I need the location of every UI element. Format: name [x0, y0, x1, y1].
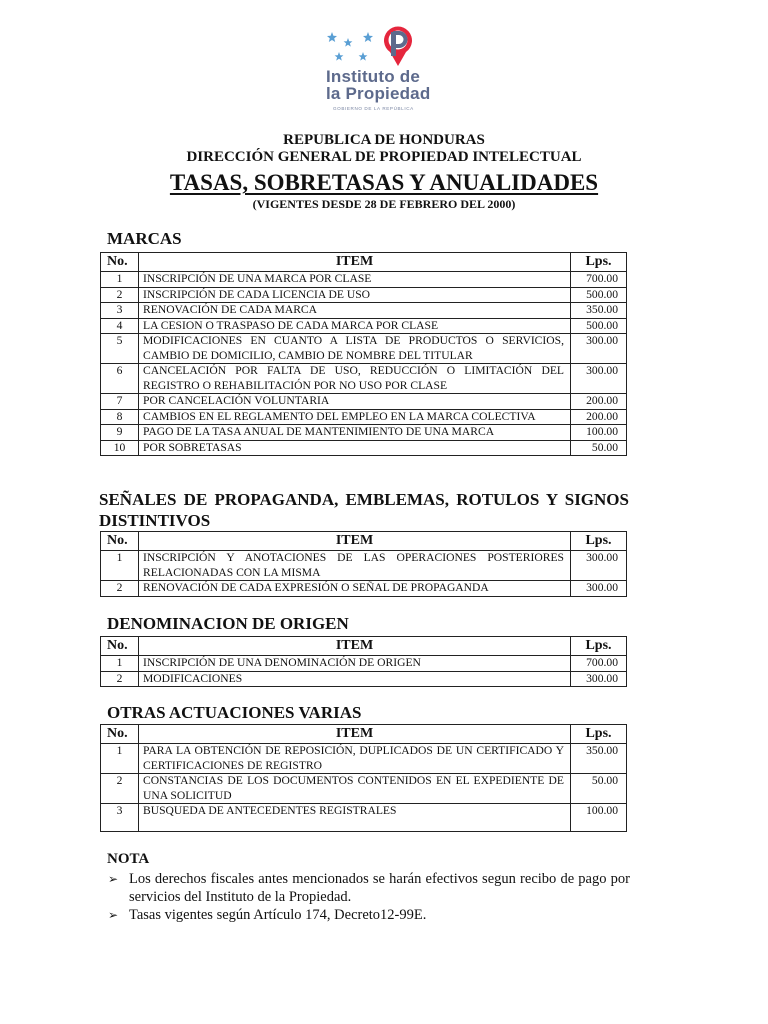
cell-lps: 350.00: [571, 303, 627, 319]
table-row: [101, 334, 627, 364]
cell-item: POR SOBRETASAS: [139, 440, 571, 456]
nota-title: NOTA: [107, 851, 150, 867]
nota-list: [108, 870, 630, 924]
logo-mark-icon: [318, 22, 448, 72]
arrow-bullet-icon: ➢: [108, 872, 119, 886]
cell-no: 1: [101, 551, 139, 581]
cell-lps: 50.00: [571, 774, 627, 804]
cell-item: RENOVACIÓN DE CADA EXPRESIÓN O SEÑAL DE PROPAGANDA: [139, 581, 571, 597]
cell-item: INSCRIPCIÓN Y ANOTACIONES DE LAS OPERACIONES POSTERIORES RELACIONADAS CON LA MISMA: [139, 551, 571, 581]
column-header-item: ITEM: [139, 725, 571, 744]
cell-item: PAGO DE LA TASA ANUAL DE MANTENIMIENTO DE UNA MARCA: [139, 425, 571, 441]
cell-no: 10: [101, 440, 139, 456]
table-row: [101, 287, 627, 303]
cell-lps: 500.00: [571, 318, 627, 334]
cell-lps: 350.00: [571, 744, 627, 774]
cell-no: 2: [101, 671, 139, 687]
cell-item: MODIFICACIONES EN CUANTO A LISTA DE PRODUCTOS O SERVICIOS, CAMBIO DE DOMICILIO, CAMBIO DE NOMBRE DEL TITULAR: [139, 334, 571, 364]
cell-lps: 300.00: [571, 551, 627, 581]
column-header-item: ITEM: [139, 532, 571, 551]
cell-no: 5: [101, 334, 139, 364]
list-item: [108, 906, 630, 924]
table-row: [101, 303, 627, 319]
table-row: [101, 551, 627, 581]
cell-lps: 100.00: [571, 804, 627, 832]
table-row: [101, 774, 627, 804]
cell-no: 1: [101, 656, 139, 672]
nota-text: Tasas vigentes según Artículo 174, Decreto12-99E.: [129, 907, 427, 923]
cell-no: 2: [101, 774, 139, 804]
table-row: [101, 409, 627, 425]
section-title-otras: OTRAS ACTUACIONES VARIAS: [107, 703, 362, 722]
column-header-lps: Lps.: [571, 253, 627, 272]
table-header-row: [101, 532, 627, 551]
logo-text-line2: la Propiedad: [326, 84, 431, 103]
table-senales: [100, 531, 627, 597]
table-header-row: [101, 253, 627, 272]
document-subtitle: (VIGENTES DESDE 28 DE FEBRERO DEL 2000): [252, 197, 516, 211]
cell-lps: 300.00: [571, 671, 627, 687]
cell-lps: 200.00: [571, 409, 627, 425]
nota-text: Los derechos fiscales antes mencionados se harán efectivos segun recibo de pago por servicios del Instituto de la Propiedad.: [129, 871, 630, 905]
table-row: [101, 272, 627, 288]
cell-no: 6: [101, 364, 139, 394]
cell-item: POR CANCELACIÓN VOLUNTARIA: [139, 394, 571, 410]
table-row: [101, 804, 627, 832]
document-title: TASAS, SOBRETASAS Y ANUALIDADES: [169, 170, 599, 195]
list-item: [108, 870, 630, 906]
table-otras: [100, 724, 627, 832]
cell-item: INSCRIPCIÓN DE UNA DENOMINACIÓN DE ORIGEN: [139, 656, 571, 672]
table-row: [101, 581, 627, 597]
cell-no: 3: [101, 804, 139, 832]
logo-tagline: GOBIERNO DE LA REPÚBLICA: [333, 106, 414, 111]
cell-no: 4: [101, 318, 139, 334]
cell-item: INSCRIPCIÓN DE UNA MARCA POR CLASE: [139, 272, 571, 288]
cell-no: 8: [101, 409, 139, 425]
header-country: REPUBLICA DE HONDURAS: [283, 132, 485, 148]
cell-item: MODIFICACIONES: [139, 671, 571, 687]
column-header-no: No.: [101, 637, 139, 656]
column-header-item: ITEM: [139, 637, 571, 656]
table-marcas: [100, 252, 627, 456]
table-row: [101, 744, 627, 774]
cell-no: 1: [101, 744, 139, 774]
cell-no: 2: [101, 287, 139, 303]
logo-instituto-de-la-propiedad: [318, 22, 448, 114]
table-header-row: [101, 725, 627, 744]
cell-lps: 200.00: [571, 394, 627, 410]
cell-no: 9: [101, 425, 139, 441]
cell-item: INSCRIPCIÓN DE CADA LICENCIA DE USO: [139, 287, 571, 303]
section-title-senales: SEÑALES DE PROPAGANDA, EMBLEMAS, ROTULOS Y SIGNOS DISTINTIVOS: [99, 490, 629, 530]
cell-item: CONSTANCIAS DE LOS DOCUMENTOS CONTENIDOS EN EL EXPEDIENTE DE UNA SOLICITUD: [139, 774, 571, 804]
table-row: [101, 425, 627, 441]
cell-lps: 300.00: [571, 581, 627, 597]
column-header-no: No.: [101, 253, 139, 272]
table-denominacion: [100, 636, 627, 687]
table-row: [101, 364, 627, 394]
table-row: [101, 318, 627, 334]
cell-lps: 100.00: [571, 425, 627, 441]
column-header-lps: Lps.: [571, 725, 627, 744]
cell-lps: 700.00: [571, 656, 627, 672]
column-header-no: No.: [101, 532, 139, 551]
logo-text-line1: Instituto de: [326, 67, 420, 86]
table-row: [101, 440, 627, 456]
cell-no: 7: [101, 394, 139, 410]
cell-no: 3: [101, 303, 139, 319]
table-row: [101, 656, 627, 672]
column-header-lps: Lps.: [571, 637, 627, 656]
cell-item: CANCELACIÓN POR FALTA DE USO, REDUCCIÓN O LIMITACIÓN DEL REGISTRO O REHABILITACIÓN POR NO USO POR CLASE: [139, 364, 571, 394]
cell-item: PARA LA OBTENCIÓN DE REPOSICIÓN, DUPLICADOS DE UN CERTIFICADO Y CERTIFICACIONES DE REGISTRO: [139, 744, 571, 774]
column-header-no: No.: [101, 725, 139, 744]
column-header-item: ITEM: [139, 253, 571, 272]
table-row: [101, 394, 627, 410]
cell-no: 2: [101, 581, 139, 597]
section-title-denominacion: DENOMINACION DE ORIGEN: [107, 614, 349, 633]
cell-lps: 50.00: [571, 440, 627, 456]
table-header-row: [101, 637, 627, 656]
cell-lps: 300.00: [571, 334, 627, 364]
header-department: DIRECCIÓN GENERAL DE PROPIEDAD INTELECTUAL: [186, 149, 582, 165]
cell-item: LA CESION O TRASPASO DE CADA MARCA POR CLASE: [139, 318, 571, 334]
cell-item: RENOVACIÓN DE CADA MARCA: [139, 303, 571, 319]
cell-no: 1: [101, 272, 139, 288]
table-row: [101, 671, 627, 687]
cell-lps: 500.00: [571, 287, 627, 303]
cell-item: BUSQUEDA DE ANTECEDENTES REGISTRALES: [139, 804, 571, 832]
cell-item: CAMBIOS EN EL REGLAMENTO DEL EMPLEO EN LA MARCA COLECTIVA: [139, 409, 571, 425]
column-header-lps: Lps.: [571, 532, 627, 551]
section-title-marcas: MARCAS: [107, 229, 182, 248]
arrow-bullet-icon: ➢: [108, 908, 119, 922]
cell-lps: 300.00: [571, 364, 627, 394]
cell-lps: 700.00: [571, 272, 627, 288]
